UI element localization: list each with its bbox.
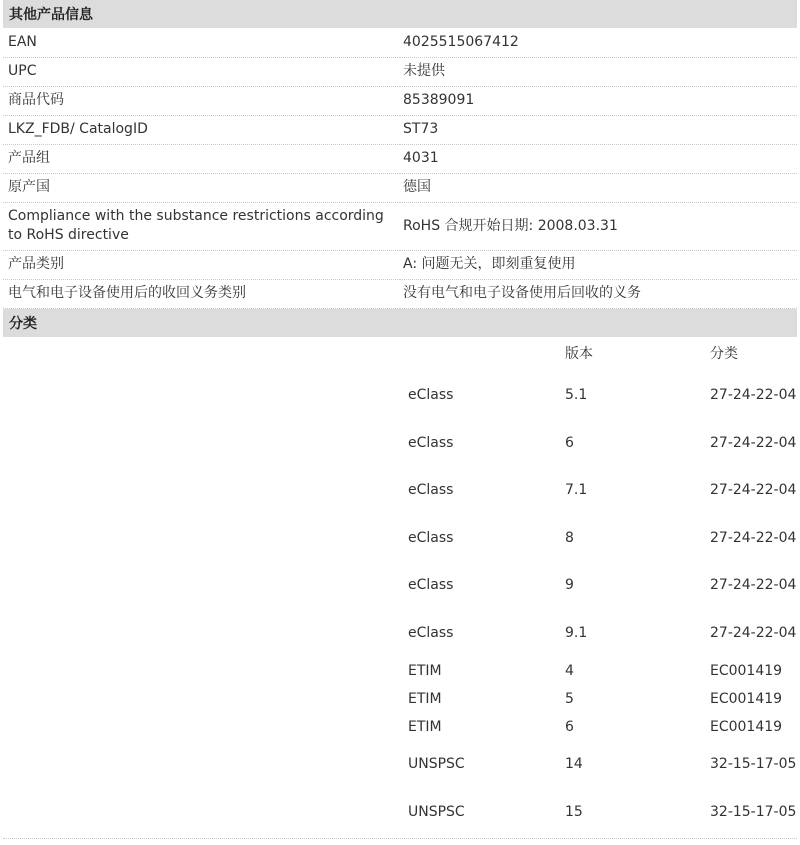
class-cell: 27-24-22-04 bbox=[710, 529, 797, 546]
info-row-weee bbox=[3, 279, 797, 308]
info-label: Compliance with the substance restrictions according to RoHS directive bbox=[3, 202, 400, 250]
table-row bbox=[404, 685, 797, 713]
product-info-page bbox=[3, 0, 797, 836]
info-row-upc bbox=[3, 57, 797, 86]
table-row bbox=[404, 562, 797, 609]
classification-block bbox=[3, 337, 797, 836]
system-cell: ETIM bbox=[408, 718, 442, 735]
class-cell: EC001419 bbox=[710, 690, 783, 707]
table-row bbox=[404, 419, 797, 467]
class-cell: 32-15-17-05 bbox=[710, 803, 797, 820]
class-column-header: 分类 bbox=[710, 346, 738, 362]
table-row bbox=[404, 788, 797, 836]
other-info-header bbox=[3, 0, 797, 28]
class-cell: 27-24-22-04 bbox=[710, 624, 797, 641]
table-row bbox=[404, 372, 797, 419]
classification-header-row bbox=[404, 337, 797, 372]
system-cell: eClass bbox=[408, 529, 454, 546]
system-column-header bbox=[404, 337, 561, 372]
version-cell: 9 bbox=[565, 577, 574, 593]
info-label: UPC bbox=[3, 57, 400, 86]
info-label: 原产国 bbox=[3, 173, 400, 202]
system-cell: UNSPSC bbox=[408, 756, 465, 772]
info-value: 85389091 bbox=[400, 86, 797, 115]
version-column-header: 版本 bbox=[565, 346, 593, 362]
info-row-ean bbox=[3, 28, 797, 57]
version-cell: 8 bbox=[565, 529, 574, 546]
version-cell: 5 bbox=[565, 690, 574, 707]
other-info-title: 其他产品信息 bbox=[9, 7, 93, 23]
info-value: 未提供 bbox=[400, 57, 797, 86]
info-label: LKZ_FDB/ CatalogID bbox=[3, 115, 400, 144]
class-cell: EC001419 bbox=[710, 662, 783, 679]
table-row bbox=[404, 657, 797, 685]
system-cell: eClass bbox=[408, 434, 454, 451]
class-cell: 27-24-22-04 bbox=[710, 482, 797, 498]
info-value: 4025515067412 bbox=[400, 28, 797, 57]
classification-table bbox=[404, 337, 797, 836]
info-label: EAN bbox=[3, 28, 400, 57]
table-row bbox=[404, 514, 797, 562]
version-cell: 6 bbox=[565, 718, 574, 735]
info-label: 商品代码 bbox=[3, 86, 400, 115]
table-row bbox=[404, 609, 797, 657]
system-cell: UNSPSC bbox=[408, 803, 465, 820]
info-row-country-of-origin bbox=[3, 173, 797, 202]
info-value: RoHS 合规开始日期: 2008.03.31 bbox=[400, 202, 797, 250]
system-cell: ETIM bbox=[408, 690, 442, 707]
system-cell: ETIM bbox=[408, 662, 442, 679]
version-cell: 7.1 bbox=[565, 482, 588, 498]
info-value: 没有电气和电子设备使用后回收的义务 bbox=[400, 279, 797, 308]
class-cell: 27-24-22-04 bbox=[710, 387, 797, 403]
system-cell: eClass bbox=[408, 387, 454, 403]
other-info-table bbox=[3, 28, 797, 309]
version-cell: 5.1 bbox=[565, 387, 588, 403]
classification-title: 分类 bbox=[9, 315, 37, 332]
table-row bbox=[404, 741, 797, 788]
table-row bbox=[404, 713, 797, 741]
classification-header bbox=[3, 309, 797, 337]
info-row-rohs bbox=[3, 202, 797, 250]
bottom-divider bbox=[3, 838, 797, 839]
info-value: 德国 bbox=[400, 173, 797, 202]
table-row bbox=[404, 467, 797, 514]
info-label: 产品类别 bbox=[3, 250, 400, 279]
version-cell: 15 bbox=[565, 803, 583, 820]
info-value: 4031 bbox=[400, 144, 797, 173]
version-cell: 6 bbox=[565, 434, 574, 451]
info-value: A: 问题无关，即刻重复使用 bbox=[400, 250, 797, 279]
system-cell: eClass bbox=[408, 577, 454, 593]
info-label: 产品组 bbox=[3, 144, 400, 173]
info-row-product-category bbox=[3, 250, 797, 279]
class-cell: EC001419 bbox=[710, 718, 783, 735]
version-cell: 4 bbox=[565, 662, 574, 679]
info-row-commodity-code bbox=[3, 86, 797, 115]
class-cell: 27-24-22-04 bbox=[710, 577, 797, 593]
class-cell: 32-15-17-05 bbox=[710, 756, 797, 772]
system-cell: eClass bbox=[408, 482, 454, 498]
version-cell: 14 bbox=[565, 756, 583, 772]
class-cell: 27-24-22-04 bbox=[710, 434, 797, 451]
info-value: ST73 bbox=[400, 115, 797, 144]
info-label: 电气和电子设备使用后的收回义务类别 bbox=[3, 279, 400, 308]
version-cell: 9.1 bbox=[565, 624, 588, 641]
info-row-product-group bbox=[3, 144, 797, 173]
system-cell: eClass bbox=[408, 624, 454, 641]
info-row-catalog-id bbox=[3, 115, 797, 144]
